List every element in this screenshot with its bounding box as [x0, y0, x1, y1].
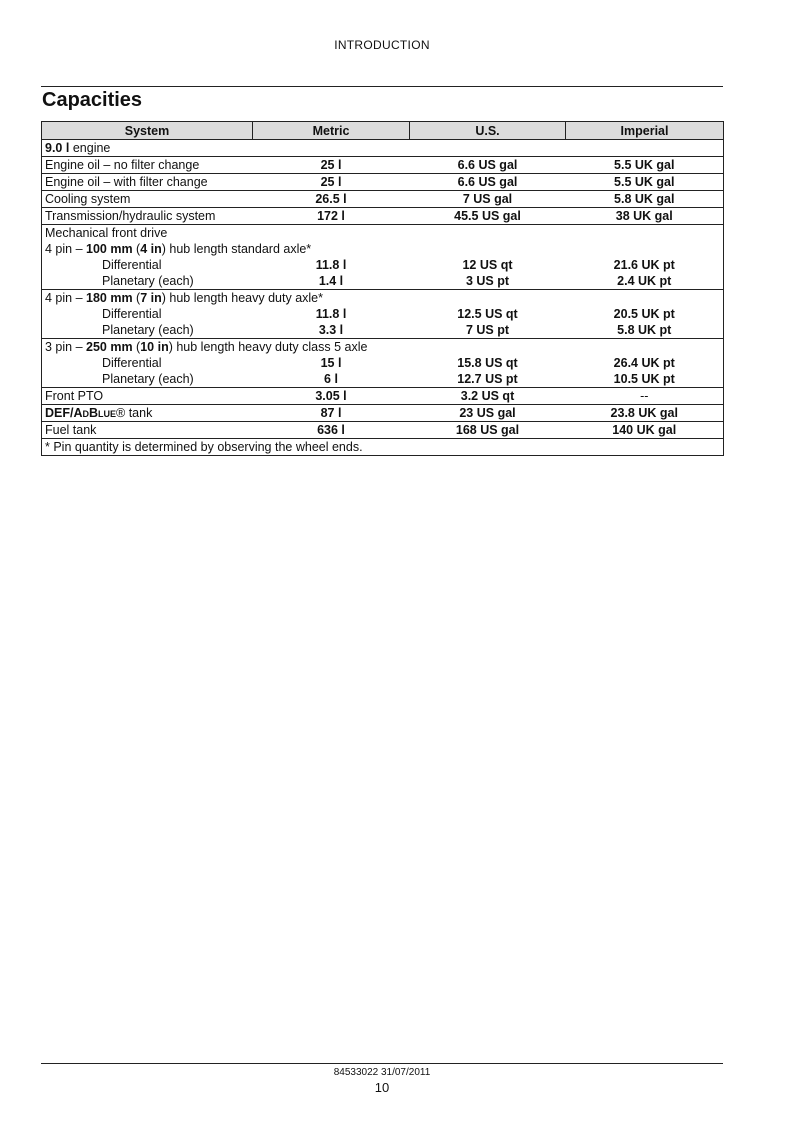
- imperial-value: 5.8 UK pt: [566, 322, 724, 339]
- metric-value: 1.4 l: [253, 273, 410, 290]
- table-row: [42, 322, 724, 339]
- axle-description: ) hub length standard axle*: [161, 242, 312, 256]
- row-label: Front PTO: [42, 388, 253, 405]
- footer-divider: [41, 1063, 723, 1064]
- footnote-row: [42, 439, 724, 456]
- metric-value: 636 l: [253, 422, 410, 439]
- section-header: INTRODUCTION: [334, 38, 430, 52]
- row-label: Planetary (each): [42, 273, 253, 290]
- imperial-value: 10.5 UK pt: [566, 371, 724, 388]
- us-value: 12.5 US qt: [457, 307, 518, 321]
- axle-pin-count: 4 pin –: [45, 291, 87, 305]
- axle-length-mm: 180 mm: [86, 291, 133, 305]
- metric-value: 15 l: [320, 356, 342, 370]
- mfd-group-heading: [42, 225, 724, 242]
- table-header-row: [42, 122, 724, 140]
- row-label: Planetary (each): [42, 371, 253, 388]
- mfd-title: Mechanical front drive: [42, 225, 724, 242]
- metric-value: 87 l: [253, 405, 410, 422]
- imperial-value: 26.4 UK pt: [566, 355, 724, 371]
- table-row: [42, 157, 724, 174]
- metric-value: 25 l: [253, 174, 410, 191]
- us-value: 3.2 US qt: [410, 388, 566, 405]
- engine-displacement: 9.0: [45, 141, 63, 155]
- table-row: [42, 405, 724, 422]
- axle-pin-count: 3 pin –: [45, 340, 87, 354]
- axle-paren: (: [132, 340, 141, 354]
- row-label: Planetary (each): [42, 322, 253, 339]
- us-value: 168 US gal: [410, 422, 566, 439]
- page-title: Capacities: [42, 89, 143, 111]
- us-value: 6.6 US gal: [410, 174, 566, 191]
- imperial-value: 5.8 UK gal: [566, 191, 724, 208]
- metric-value: 6 l: [253, 371, 410, 388]
- tank-label: ® tank: [116, 406, 153, 420]
- metric-value: 3.3 l: [253, 322, 410, 339]
- def-adblue-label: DEF/AdBlue: [45, 406, 117, 420]
- row-label: Differential: [42, 355, 253, 371]
- table-row: [42, 371, 724, 388]
- us-value: 7 US gal: [410, 191, 566, 208]
- axle-heading: [42, 241, 724, 257]
- axle-length-in: 4 in: [140, 242, 162, 256]
- imperial-value: 5.5 UK gal: [566, 157, 724, 174]
- document-reference: 84533022 31/07/2011: [333, 1067, 431, 1078]
- imperial-value: 38 UK gal: [566, 208, 724, 225]
- row-label: Cooling system: [42, 191, 253, 208]
- imperial-value: 140 UK gal: [566, 422, 724, 439]
- metric-value: 172 l: [253, 208, 410, 225]
- row-label: Engine oil – with filter change: [42, 174, 253, 191]
- table-row: [42, 273, 724, 290]
- axle-length-in: 7 in: [140, 291, 162, 305]
- axle-length-mm: 250 mm: [86, 340, 133, 354]
- imperial-value: 21.6 UK pt: [566, 257, 724, 273]
- column-header-us: U.S.: [410, 122, 566, 140]
- metric-value: 26.5 l: [253, 191, 410, 208]
- table-row: [42, 191, 724, 208]
- axle-length-in: 10 in: [140, 340, 169, 354]
- table-row: [42, 208, 724, 225]
- imperial-value: 23.8 UK gal: [566, 405, 724, 422]
- table-row: [42, 388, 724, 405]
- imperial-value: --: [566, 388, 724, 405]
- axle-paren: (: [132, 291, 141, 305]
- table-row: [42, 174, 724, 191]
- us-value: 7 US pt: [410, 322, 566, 339]
- us-value: 23 US gal: [410, 405, 566, 422]
- axle-length-mm: 100 mm: [86, 242, 133, 256]
- us-value: 3 US pt: [410, 273, 566, 290]
- us-value: 12 US qt: [462, 258, 513, 272]
- axle-description: ) hub length heavy duty axle*: [161, 291, 323, 305]
- axle-heading: [42, 339, 724, 356]
- axle-heading: [42, 290, 724, 307]
- us-value: 15.8 US qt: [457, 356, 518, 370]
- engine-group-heading: [42, 140, 724, 157]
- axle-description: ) hub length heavy duty class 5 axle: [168, 340, 368, 354]
- engine-label: engine: [69, 141, 111, 155]
- metric-value: 11.8 l: [315, 258, 347, 272]
- column-header-metric: Metric: [253, 122, 410, 140]
- table-footnote: * Pin quantity is determined by observing the wheel ends.: [42, 439, 724, 456]
- header-divider: [41, 86, 723, 87]
- metric-value: 25 l: [253, 157, 410, 174]
- row-label: Differential: [42, 257, 253, 273]
- column-header-system: System: [42, 122, 253, 140]
- imperial-value: 2.4 UK pt: [566, 273, 724, 290]
- page-number: 10: [374, 1080, 390, 1095]
- us-value: 6.6 US gal: [410, 157, 566, 174]
- engine-unit: l: [65, 141, 70, 155]
- table-row: [42, 306, 724, 322]
- row-label: Fuel tank: [42, 422, 253, 439]
- column-header-imperial: Imperial: [566, 122, 724, 140]
- table-row: [42, 422, 724, 439]
- row-label: Transmission/hydraulic system: [42, 208, 253, 225]
- row-label: Engine oil – no filter change: [42, 157, 253, 174]
- imperial-value: 5.5 UK gal: [566, 174, 724, 191]
- table-row: [42, 355, 724, 371]
- us-value: 12.7 US pt: [410, 371, 566, 388]
- axle-pin-count: 4 pin –: [45, 242, 87, 256]
- row-label: Differential: [42, 306, 253, 322]
- axle-paren: (: [132, 242, 141, 256]
- imperial-value: 20.5 UK pt: [566, 306, 724, 322]
- metric-value: 11.8 l: [315, 307, 347, 321]
- capacities-table: [41, 121, 724, 456]
- metric-value: 3.05 l: [253, 388, 410, 405]
- us-value: 45.5 US gal: [410, 208, 566, 225]
- table-row: [42, 257, 724, 273]
